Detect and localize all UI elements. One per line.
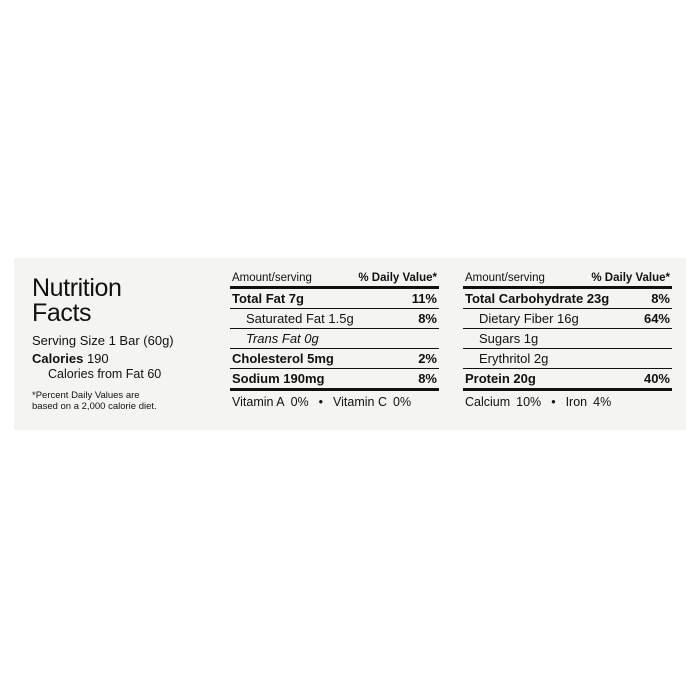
calories-row — [32, 351, 212, 366]
nutrient-name: Total Carbohydrate 23g — [465, 291, 610, 306]
title-line-2: Facts — [32, 299, 92, 327]
daily-value-footnote — [32, 390, 212, 412]
footnote-line-2: based on a 2,000 calorie diet. — [32, 401, 157, 412]
nutrient-dv: 11% — [411, 291, 437, 306]
table-row — [463, 289, 672, 308]
vitamin-a-name: Vitamin A — [232, 395, 285, 409]
nutrients-column-right — [455, 264, 678, 426]
footnote-line-1: *Percent Daily Values are — [32, 390, 140, 401]
nutrient-name: Total Fat 7g — [232, 291, 304, 306]
nutrient-dv: 8% — [418, 371, 437, 386]
serving-size: Serving Size 1 Bar (60g) — [32, 333, 174, 348]
amount-per-serving-header: Amount/serving — [465, 272, 545, 284]
vitamins-row-right — [463, 391, 672, 410]
nutrient-name: Cholesterol 5mg — [232, 351, 334, 366]
column-header-left — [230, 264, 439, 286]
iron-value: 4% — [593, 395, 612, 409]
calories-from-fat: Calories from Fat 60 — [48, 367, 162, 381]
iron-name: Iron — [565, 395, 588, 409]
nutrient-name: Protein 20g — [465, 371, 536, 386]
nutrition-facts-panel — [14, 258, 686, 430]
nutrients-column-left — [222, 264, 445, 426]
vitamin-c-name: Vitamin C — [333, 395, 388, 409]
nutrient-dv: 8% — [651, 291, 670, 306]
nutrient-dv: 8% — [418, 311, 437, 326]
nutrient-dv: 2% — [418, 351, 437, 366]
table-row — [230, 309, 439, 328]
amount-per-serving-header: Amount/serving — [232, 272, 312, 284]
calories-label: Calories — [32, 351, 84, 366]
nutrient-name: Sugars 1g — [479, 331, 539, 346]
nutrient-name: Dietary Fiber 16g — [479, 311, 579, 326]
vitamin-c-value: 0% — [393, 395, 412, 409]
daily-value-header: % Daily Value* — [591, 272, 670, 284]
table-row — [230, 329, 439, 348]
title-line-1: Nutrition — [32, 274, 122, 302]
table-row — [463, 329, 672, 348]
nutrient-name: Erythritol 2g — [479, 351, 549, 366]
nutrient-dv: 40% — [643, 371, 670, 386]
calories-value: 190 — [86, 351, 109, 366]
column-header-right — [463, 264, 672, 286]
nutrient-name: Sodium 190mg — [232, 371, 325, 386]
vitamin-a-value: 0% — [290, 395, 309, 409]
table-row — [230, 289, 439, 308]
vitamins-row-left — [230, 391, 439, 410]
bullet-separator-icon: • — [318, 395, 324, 409]
nutrient-name: Saturated Fat 1.5g — [246, 311, 354, 326]
bullet-separator-icon: • — [551, 395, 556, 409]
nutrition-summary-column — [22, 264, 218, 426]
panel-columns — [14, 258, 686, 430]
calcium-value: 10% — [516, 395, 542, 409]
nutrient-dv: 64% — [643, 311, 670, 326]
table-row — [463, 309, 672, 328]
daily-value-header: % Daily Value* — [358, 272, 437, 284]
calcium-name: Calcium — [465, 395, 511, 409]
page-title — [32, 276, 212, 326]
table-row — [463, 349, 672, 368]
table-row — [463, 369, 672, 388]
table-row — [230, 349, 439, 368]
table-row — [230, 369, 439, 388]
nutrient-name: Trans Fat 0g — [246, 331, 319, 346]
